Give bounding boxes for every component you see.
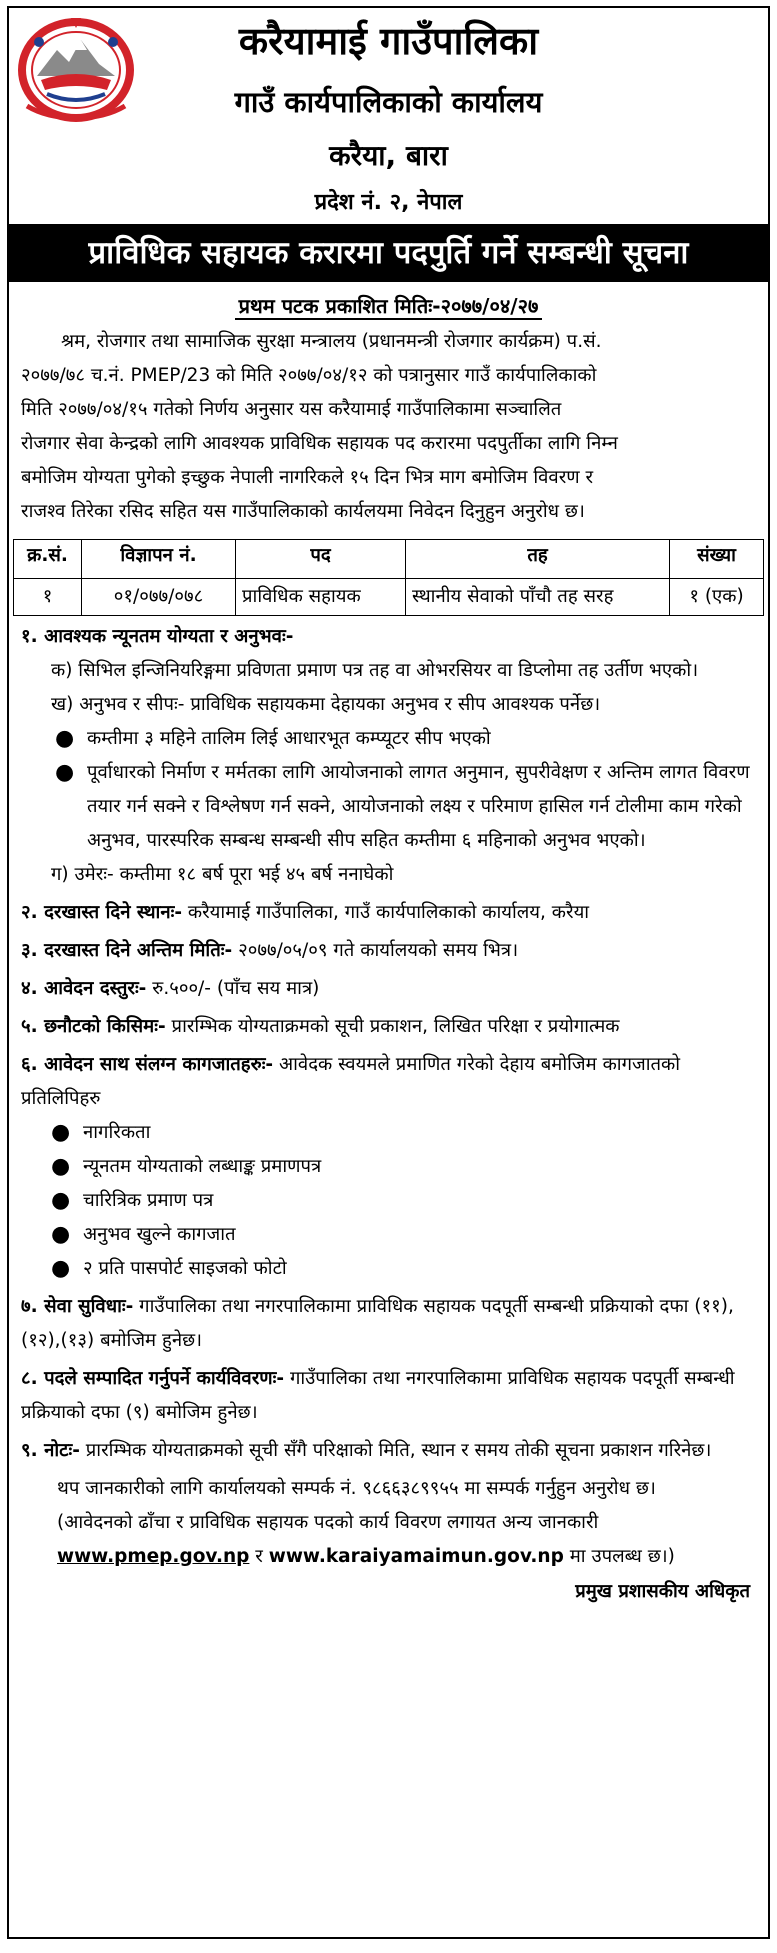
bullet-icon: ● bbox=[51, 1154, 71, 1179]
header-adv-no: विज्ञापन नं. bbox=[82, 540, 236, 579]
footer-line-2: www.pmep.gov.np र www.karaiyamaimun.gov.np मा उपलब्ध छ।) bbox=[57, 1546, 675, 1567]
province: प्रदेश नं. २, नेपाल bbox=[314, 190, 463, 215]
signature: प्रमुख प्रशासकीय अधिकृत bbox=[575, 1581, 750, 1602]
bullet-icon: ● bbox=[51, 1222, 71, 1247]
org-name: करैयामाई गाउँपालिका bbox=[238, 19, 539, 63]
bullet-icon: ● bbox=[55, 760, 75, 785]
table-row bbox=[14, 579, 764, 616]
notice-page bbox=[7, 6, 770, 1939]
pmep-link[interactable]: www.pmep.gov.np bbox=[57, 1546, 250, 1567]
cell-adv-no: ०१/०७७/०७८ bbox=[82, 579, 236, 616]
cell-post: प्राविधिक सहायक bbox=[236, 579, 406, 616]
intro-line: २०७७/७८ च.नं. PMEP/23 को मिति २०७७/०४/१२ को पत्रानुसार गाउँ कार्यपालिकाको bbox=[21, 365, 597, 386]
municipality-link[interactable]: www.karaiyamaimun.gov.np bbox=[268, 1546, 564, 1567]
cell-level: स्थानीय सेवाको पाँचौ तह सरह bbox=[406, 579, 670, 616]
bullet-icon: ● bbox=[51, 1256, 71, 1281]
intro-line: राजश्व तिरेका रसिद सहित यस गाउँपालिकाको कार्यलयमा निवेदन दिनुहुन अनुरोध छ। bbox=[21, 501, 585, 522]
cell-sn: १ bbox=[14, 579, 82, 616]
intro-line: बमोजिम योग्यता पुगेको इच्छुक नेपाली नागरिकले १५ दिन भित्र माग बमोजिम विवरण र bbox=[21, 467, 594, 488]
header-count: संख्या bbox=[670, 540, 764, 579]
list-item: ● चारित्रिक प्रमाण पत्र bbox=[21, 1184, 756, 1218]
list-item: ● पूर्वाधारको निर्माण र मर्मतका लागि आयोजनाको लागत अनुमान, सुपरीवेक्षण र अन्तिम लागत विवरण तयार गर्न सक्ने र विश्लेषण गर्न सक्ने, आयोजनाको लक्ष्य र परिमाण हासिल गर्न टोलीमा काम गरेको अनुभव, पारस्परिक सम्बन्ध सम्बन्धी सीप सहित कम्तीमा ६ महिनाको अनुभव भएको। bbox=[21, 756, 756, 858]
notice-title: प्राविधिक सहायक करारमा पदपुर्ति गर्ने सम्बन्धी सूचना bbox=[9, 224, 768, 282]
item-7: ७. सेवा सुविधाः- गाउँपालिका तथा नगरपालिकामा प्राविधिक सहायक पदपूर्ती सम्बन्धी प्रक्रियाको दफा (११),(१२),(१३) बमोजिम हुनेछ। bbox=[21, 1296, 734, 1351]
list-item: ● नागरिकता bbox=[21, 1116, 756, 1150]
qualification-ga: ग) उमेरः- कम्तीमा १८ बर्ष पूरा भई ४५ बर्ष ननाघेको bbox=[51, 864, 394, 885]
list-item: ● न्यूनतम योग्यताको लब्धाङ्क प्रमाणपत्र bbox=[21, 1150, 756, 1184]
item-4: ४. आवेदन दस्तुरः- रु.५००/- (पाँच सय मात्र) bbox=[21, 978, 320, 999]
item-8: ८. पदले सम्पादित गर्नुपर्ने कार्यविवरणः- गाउँपालिका तथा नगरपालिकामा प्राविधिक सहायक पदपूर्ती सम्बन्धी प्रक्रियाको दफा (९) बमोजिम हुनेछ। bbox=[21, 1368, 735, 1423]
bullet-icon: ● bbox=[51, 1120, 71, 1145]
section-1-title: १. आवश्यक न्यूनतम योग्यता र अनुभवः- bbox=[21, 626, 294, 647]
vacancy-table bbox=[13, 539, 764, 616]
item-2: २. दरखास्त दिने स्थानः- करैयामाई गाउँपालिका, गाउँ कार्यपालिकाको कार्यालय, करैया bbox=[21, 902, 590, 923]
footer-line-1: (आवेदनको ढाँचा र प्राविधिक सहायक पदको कार्य विवरण लगायत अन्य जानकारी bbox=[57, 1512, 599, 1533]
table-header-row bbox=[14, 540, 764, 579]
office-name: गाउँ कार्यपालिकाको कार्यालय bbox=[234, 85, 543, 119]
item-5: ५. छनौटको किसिमः- प्रारम्भिक योग्यताक्रमको सूची प्रकाशन, लिखित परिक्षा र प्रयोगात्मक bbox=[21, 1016, 620, 1037]
intro-line: रोजगार सेवा केन्द्रको लागि आवश्यक प्राविधिक सहायक पद करारमा पदपुर्तीका लागि निम्न bbox=[21, 433, 618, 454]
location: करैया, बारा bbox=[329, 139, 448, 172]
intro-line: श्रम, रोजगार तथा सामाजिक सुरक्षा मन्त्रालय (प्रधानमन्त्री रोजगार कार्यक्रम) प.सं. bbox=[61, 331, 602, 352]
qualification-ka: क) सिभिल इन्जिनियरिङ्गमा प्रविणता प्रमाण पत्र तह वा ओभरसियर वा डिप्लोमा तह उर्तीण भएको। bbox=[51, 660, 699, 681]
intro-line: मिति २०७७/०४/१५ गतेको निर्णय अनुसार यस करैयामाई गाउँपालिकामा सञ्चालित bbox=[21, 399, 562, 420]
publish-date: प्रथम पटक प्रकाशित मितिः-२०७७/०४/२७ bbox=[9, 292, 768, 319]
header-post: पद bbox=[236, 540, 406, 579]
item-6: ६. आवेदन साथ संलग्न कागजातहरुः- आवेदक स्वयमले प्रमाणित गरेको देहाय बमोजिम कागजातको प्रतिलिपिहरु bbox=[21, 1054, 681, 1109]
list-item: ● २ प्रति पासपोर्ट साइजको फोटो bbox=[21, 1252, 756, 1286]
footer-note bbox=[9, 1468, 768, 1574]
cell-count: १ (एक) bbox=[670, 579, 764, 616]
qualification-kha: ख) अनुभव र सीपः- प्राविधिक सहायकमा देहायका अनुभव र सीप आवश्यक पर्नेछ। bbox=[51, 694, 601, 715]
documents-list bbox=[21, 1116, 756, 1286]
requirements-section bbox=[9, 620, 768, 1468]
intro-paragraph bbox=[9, 319, 768, 529]
list-item: ● कम्तीमा ३ महिने तालिम लिई आधारभूत कम्प्यूटर सीप भएको bbox=[21, 722, 756, 756]
bullet-icon: ● bbox=[51, 1188, 71, 1213]
header-sn: क्र.सं. bbox=[14, 540, 82, 579]
header-level: तह bbox=[406, 540, 670, 579]
contact-line: थप जानकारीको लागि कार्यालयको सम्पर्क नं. ९८६६३८९९५५ मा सम्पर्क गर्नुहुन अनुरोध छ। bbox=[57, 1478, 656, 1499]
item-9: ९. नोटः- प्रारम्भिक योग्यताक्रमको सूची सँगै परिक्षाको मिति, स्थान र समय तोकी सूचना प्रकाशन गरिनेछ। bbox=[21, 1440, 712, 1461]
header bbox=[9, 8, 768, 224]
bullet-icon: ● bbox=[55, 726, 75, 751]
item-3: ३. दरखास्त दिने अन्तिम मितिः- २०७७/०५/०९ गते कार्यालयको समय भित्र। bbox=[21, 940, 519, 961]
list-item: ● अनुभव खुल्ने कागजात bbox=[21, 1218, 756, 1252]
